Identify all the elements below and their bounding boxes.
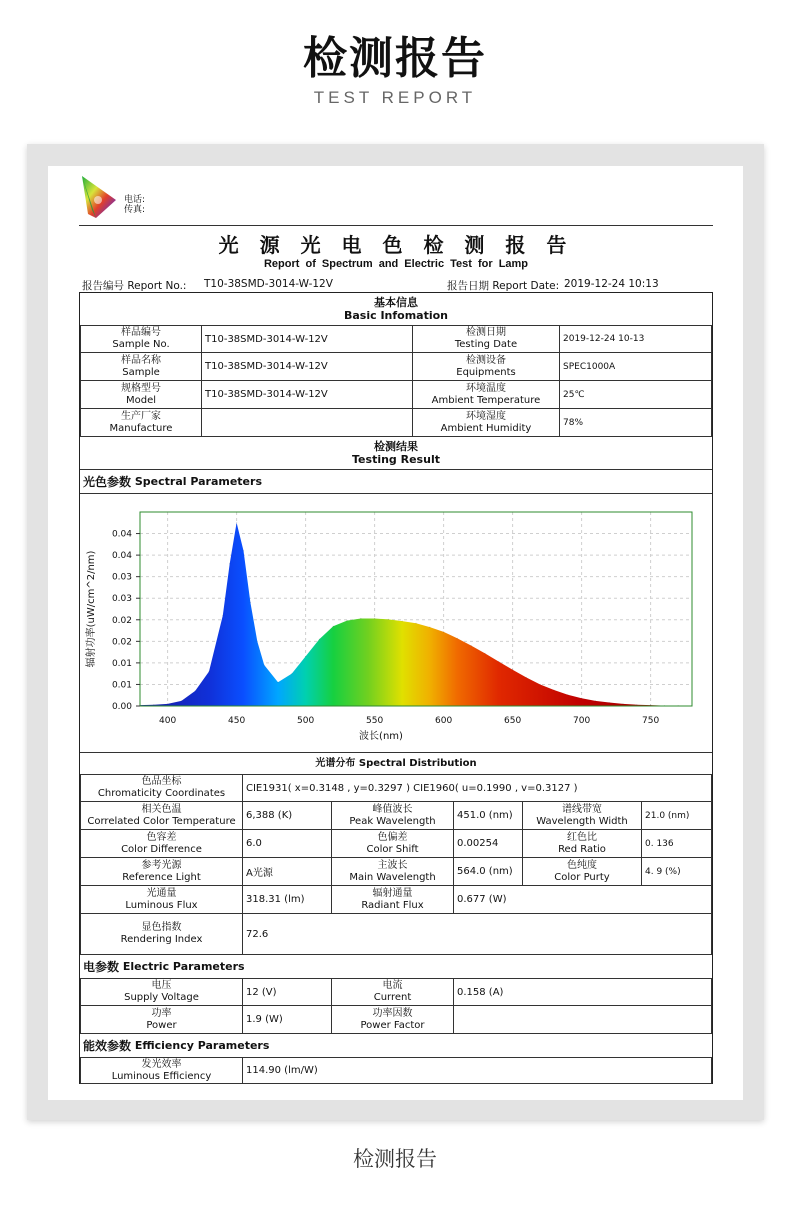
- sample-no-value: T10-38SMD-3014-W-12V: [201, 325, 413, 353]
- equipments-label: 检测设备 Equipments: [412, 352, 560, 381]
- ambient-temp-label: 环境温度 Ambient Temperature: [412, 380, 560, 409]
- power-factor-label: 功率因数 Power Factor: [331, 1005, 454, 1034]
- color-difference-value: 6.0: [242, 829, 332, 858]
- luminous-efficiency-label: 发光效率 Luminous Efficiency: [80, 1057, 243, 1084]
- data-point: [236, 522, 237, 523]
- cct-value: 6,388 (K): [242, 801, 332, 830]
- chromaticity-value: CIE1931( x=0.3148 , y=0.3297 ) CIE1960( u=0.1990 , v=0.3127 ): [242, 774, 712, 802]
- x-tick-label: 450: [228, 716, 246, 726]
- data-point: [243, 550, 244, 551]
- luminous-efficiency-value: 114.90 (lm/W): [242, 1057, 712, 1084]
- sample-no-label: 样品编号 Sample No.: [80, 325, 202, 353]
- model-label: 规格型号 Model: [80, 380, 202, 409]
- testing-date-label: 检测日期 Testing Date: [412, 325, 560, 353]
- model-value: T10-38SMD-3014-W-12V: [201, 380, 413, 409]
- basic-info-heading-en: Basic Infomation: [343, 309, 449, 322]
- y-tick-label: 0.01: [111, 680, 132, 691]
- data-point: [388, 619, 389, 620]
- tel-label: 电话:: [124, 195, 146, 205]
- power-label: 功率 Power: [80, 1005, 243, 1034]
- data-point: [609, 702, 610, 703]
- data-point: [374, 618, 375, 619]
- data-point: [333, 626, 334, 627]
- data-point: [229, 563, 230, 564]
- data-point: [264, 664, 265, 665]
- spectral-params-heading: [80, 470, 712, 493]
- data-point: [526, 677, 527, 678]
- cct-label: 相关色温 Correlated Color Temperature: [80, 801, 243, 830]
- page-title: 检测报告: [303, 33, 487, 84]
- data-point: [250, 602, 251, 603]
- testing-result-heading-en: Testing Result: [352, 453, 440, 466]
- color-shift-label: 色偏差 Color Shift: [331, 829, 454, 858]
- data-point: [402, 620, 403, 621]
- y-tick-label: 0.03: [111, 594, 132, 605]
- manufacture-value: [201, 408, 413, 437]
- data-point: [622, 703, 623, 704]
- wavelength-width-label: 谱线带宽 Wavelength Width: [522, 801, 642, 830]
- efficiency-params-heading-en: Efficiency Parameters: [134, 1039, 270, 1052]
- testing-result-heading-cn: 检测结果: [374, 440, 418, 453]
- report-no-label: 报告编号 Report No.:: [82, 280, 187, 292]
- fax-label: 传真:: [124, 205, 146, 215]
- peak-wavelength-label: 峰值波长 Peak Wavelength: [331, 801, 454, 830]
- data-point: [291, 673, 292, 674]
- y-tick-label: 0.02: [111, 637, 132, 648]
- data-point: [498, 661, 499, 662]
- supply-voltage-value: 12 (V): [242, 978, 332, 1006]
- efficiency-params-heading-cn: 能效参数: [83, 1039, 132, 1053]
- x-tick-label: 550: [366, 716, 384, 726]
- main-wavelength-value: 564.0 (nm): [453, 857, 523, 886]
- report-date-label: 报告日期 Report Date:: [447, 280, 560, 292]
- data-point: [540, 684, 541, 685]
- peak-wavelength-value: 451.0 (nm): [453, 801, 523, 830]
- reference-light-label: 参考光源 Reference Light: [80, 857, 243, 886]
- x-tick-label: 400: [159, 716, 177, 726]
- page-subtitle: TEST REPORT: [313, 88, 477, 107]
- x-tick-label: 500: [297, 716, 315, 726]
- data-point: [277, 682, 278, 683]
- bottom-caption: 检测报告: [353, 1147, 437, 1171]
- cie-logo-icon: [78, 174, 120, 220]
- spectrum-chart: [80, 494, 712, 752]
- data-point: [429, 627, 430, 628]
- chromaticity-label: 色品坐标 Chromaticity Coordinates: [80, 774, 243, 802]
- sample-label: 样品名称 Sample: [80, 352, 202, 381]
- electric-params-heading: [80, 955, 712, 978]
- ambient-humidity-label: 环境湿度 Ambient Humidity: [412, 408, 560, 437]
- data-point: [567, 694, 568, 695]
- power-value: 1.9 (W): [242, 1005, 332, 1034]
- reference-light-value: A光源: [242, 857, 332, 886]
- data-point: [257, 641, 258, 642]
- efficiency-params-heading: [80, 1034, 712, 1057]
- data-point: [167, 703, 168, 704]
- report-no-value: T10-38SMD-3014-W-12V: [204, 278, 333, 290]
- ambient-humidity-value: 78%: [559, 408, 712, 437]
- red-ratio-label: 红色比 Red Ratio: [522, 829, 642, 858]
- y-tick-label: 0.01: [111, 658, 132, 669]
- data-point: [415, 623, 416, 624]
- report-title-en: Report of Spectrum and Electric Test for Lamp: [263, 258, 529, 270]
- spectral-params-heading-cn: 光色参数: [83, 475, 132, 489]
- y-axis-label: 辐射功率(uW/cm^2/nm): [86, 550, 97, 668]
- radiant-flux-label: 辐射通量 Radiant Flux: [331, 885, 454, 914]
- x-tick-label: 600: [435, 716, 453, 726]
- power-factor-value: [453, 1005, 712, 1034]
- electric-params-heading-cn: 电参数: [83, 960, 120, 974]
- data-point: [512, 669, 513, 670]
- report-date-value: 2019-12-24 10:13: [564, 278, 659, 290]
- sample-value: T10-38SMD-3014-W-12V: [201, 352, 413, 381]
- data-point: [595, 700, 596, 701]
- data-point: [581, 698, 582, 699]
- luminous-flux-label: 光通量 Luminous Flux: [80, 885, 243, 914]
- data-point: [457, 638, 458, 639]
- data-point: [346, 620, 347, 621]
- y-tick-label: 0.02: [111, 615, 132, 626]
- main-wavelength-label: 主波长 Main Wavelength: [331, 857, 454, 886]
- spectral-distribution-heading: 光谱分布 Spectral Distribution: [315, 758, 477, 769]
- data-point: [208, 671, 209, 672]
- report-title-cn: 光 源 光 电 色 检 测 报 告: [218, 233, 574, 257]
- contact-block: [124, 195, 145, 215]
- y-tick-label: 0.04: [111, 529, 132, 540]
- data-point: [471, 645, 472, 646]
- basic-info-heading-cn: 基本信息: [374, 296, 418, 309]
- rendering-index-label: 显色指数 Rendering Index: [80, 913, 243, 955]
- x-tick-label: 700: [573, 716, 591, 726]
- color-purity-label: 色纯度 Color Purty: [522, 857, 642, 886]
- testing-result-heading: [80, 437, 712, 469]
- equipments-value: SPEC1000A: [559, 352, 712, 381]
- rendering-index-value: 72.6: [242, 913, 712, 955]
- testing-date-value: 2019-12-24 10-13: [559, 325, 712, 353]
- data-point: [360, 618, 361, 619]
- ambient-temp-value: 25℃: [559, 380, 712, 409]
- data-point: [553, 689, 554, 690]
- x-tick-label: 650: [504, 716, 522, 726]
- electric-params-heading-en: Electric Parameters: [122, 960, 245, 973]
- current-value: 0.158 (A): [453, 978, 712, 1006]
- y-tick-label: 0.04: [111, 551, 132, 562]
- supply-voltage-label: 电压 Supply Voltage: [80, 978, 243, 1006]
- red-ratio-value: 0. 136: [641, 829, 712, 858]
- luminous-flux-value: 318.31 (lm): [242, 885, 332, 914]
- wavelength-width-value: 21.0 (nm): [641, 801, 712, 830]
- data-point: [484, 653, 485, 654]
- color-shift-value: 0.00254: [453, 829, 523, 858]
- color-purity-value: 4. 9 (%): [641, 857, 712, 886]
- manufacture-label: 生产厂家 Manufacture: [80, 408, 202, 437]
- radiant-flux-value: 0.677 (W): [453, 885, 712, 914]
- y-tick-label: 0.00: [111, 702, 132, 712]
- current-label: 电流 Current: [331, 978, 454, 1006]
- data-point: [443, 631, 444, 632]
- spectral-params-heading-en: Spectral Parameters: [134, 475, 262, 488]
- x-axis-label: 波长(nm): [359, 731, 403, 742]
- data-point: [636, 704, 637, 705]
- basic-info-heading: [80, 293, 712, 325]
- header-rule: [79, 225, 713, 226]
- data-point: [153, 704, 154, 705]
- data-point: [305, 656, 306, 657]
- data-point: [222, 615, 223, 616]
- color-difference-label: 色容差 Color Difference: [80, 829, 243, 858]
- data-point: [319, 639, 320, 640]
- y-tick-label: 0.03: [111, 572, 132, 583]
- data-point: [181, 700, 182, 701]
- data-point: [195, 690, 196, 691]
- x-tick-label: 750: [642, 716, 660, 726]
